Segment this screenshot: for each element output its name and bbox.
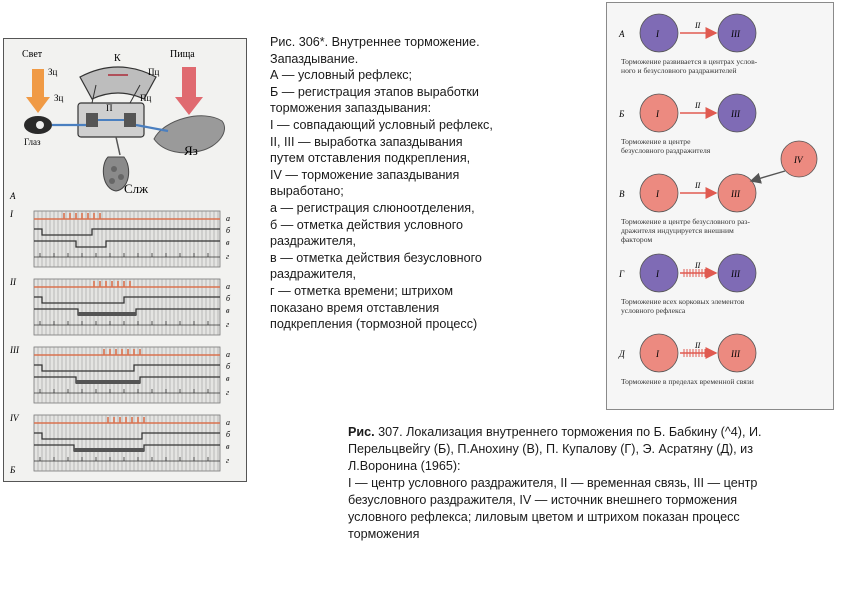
connection-label: II xyxy=(695,181,701,190)
center-i-node xyxy=(640,254,678,292)
caption-306-line: подкрепления (тормозной процесс) xyxy=(270,317,478,332)
trace-letter: в xyxy=(226,442,230,451)
caption-306-line: в — отметка действия безусловного xyxy=(270,250,482,265)
label-light: Свет xyxy=(22,49,43,60)
figure-306 xyxy=(3,38,247,482)
label-panel-a: А xyxy=(10,191,16,201)
trace-letter: б xyxy=(226,294,231,303)
panel-letter: Д xyxy=(619,349,625,359)
food-arrow xyxy=(175,67,203,115)
inhibition-hatch xyxy=(76,380,140,384)
trace-letter: в xyxy=(226,374,230,383)
panel-letter: Б xyxy=(619,109,625,119)
recording-row-label: II xyxy=(10,277,16,287)
caption-306-line: раздражителя, xyxy=(270,234,357,249)
node-label: I xyxy=(656,29,659,39)
label-food: Пища xyxy=(170,49,195,60)
caption-306-line: выработано; xyxy=(270,184,344,199)
caption-306-line: II, III — выработка запаздывания xyxy=(270,134,463,149)
figure-306-drawing xyxy=(4,39,247,482)
panels-307 xyxy=(618,14,817,386)
node-label: I xyxy=(656,269,659,279)
recording-row xyxy=(9,345,231,403)
caption-306-line: Б — регистрация этапов выработки xyxy=(270,84,479,99)
center-i-node xyxy=(640,94,678,132)
recording-row-label: IV xyxy=(10,413,19,423)
caption-306-line: б — отметка действия условного xyxy=(270,217,464,232)
light-arrow xyxy=(26,69,50,113)
caption-307-line: безусловного раздражителя, IV — источник внешнего торможения xyxy=(348,493,738,507)
label-panel-b: Б xyxy=(10,465,16,475)
node-label: I xyxy=(656,109,659,119)
caption-306 xyxy=(270,34,532,333)
caption-307-label: Рис. xyxy=(348,425,375,439)
panel-letter: Г xyxy=(619,269,625,279)
figure-307-drawing xyxy=(607,3,834,410)
node-label: III xyxy=(731,189,740,199)
panel-caption-line: Торможение в пределах временной связи xyxy=(621,377,754,386)
node-label: I xyxy=(656,189,659,199)
label-k: К xyxy=(114,53,121,64)
caption-307-line: условного рефлекса; лиловым цветом и штрихом показан процесс xyxy=(348,510,740,524)
recording-row xyxy=(9,413,231,471)
trace-letter: г xyxy=(226,320,230,329)
panel-caption-line: Торможение развивается в центрах услов- xyxy=(621,57,758,66)
node-label: III xyxy=(731,29,740,39)
caption-307-line: Перельцвейгу (Б), П.Анохину (В), П. Купалову (Г), Э. Асратяну (Д), из xyxy=(348,442,753,456)
caption-307-line: торможения xyxy=(348,527,420,541)
recordings-group xyxy=(9,209,231,471)
caption-306-line: раздражителя, xyxy=(270,267,357,282)
external-arrow xyxy=(751,171,785,181)
inhibition-hatch xyxy=(78,312,136,316)
panel-caption-line: дражителя индуцируется внешним xyxy=(621,226,734,235)
caption-306-line: г — отметка времени; штрихом xyxy=(270,283,454,298)
trace-letter: г xyxy=(226,456,230,465)
recording-row xyxy=(9,277,231,335)
trace-letter: а xyxy=(226,282,230,291)
trace-letter: г xyxy=(226,252,230,261)
node-label: III xyxy=(731,109,740,119)
connection-label: II xyxy=(695,101,701,110)
panel-caption-line: фактором xyxy=(621,235,653,244)
panel-letter: В xyxy=(619,189,625,199)
trace-letter: в xyxy=(226,306,230,315)
figure-307 xyxy=(606,2,834,410)
label-p: П xyxy=(106,103,113,113)
trace-letter: в xyxy=(226,238,230,247)
panel-caption-line: безусловного раздражителя xyxy=(621,146,711,155)
recording-row-label: III xyxy=(10,345,19,355)
label-zc-2: Зц xyxy=(54,93,64,103)
caption-306-line: Запаздывание. xyxy=(270,51,359,66)
caption-307-line: I — центр условного раздражителя, II — временная связь, III — центр xyxy=(348,476,758,490)
trace-letter: а xyxy=(226,418,230,427)
recording-row xyxy=(9,209,231,267)
panel-307 xyxy=(618,334,756,386)
center-i-node xyxy=(640,174,678,212)
connection-label: II xyxy=(695,21,701,30)
caption-306-line: показано время отставления xyxy=(270,300,440,315)
connection-label: II xyxy=(695,341,701,350)
label-slzh: Слж xyxy=(124,181,149,196)
panel-307 xyxy=(619,141,817,244)
panel-307 xyxy=(618,94,756,155)
node-label: I xyxy=(656,349,659,359)
panel-caption-line: Торможение в центре xyxy=(621,137,691,146)
trace-letter: г xyxy=(226,388,230,397)
label-pc-1: Пц xyxy=(148,67,160,77)
trace-letter: б xyxy=(226,362,231,371)
node-label: III xyxy=(731,349,740,359)
panel-caption-line: условного рефлекса xyxy=(621,306,686,315)
panel-caption-line: ного и безусловного раздражителей xyxy=(621,66,737,75)
label-zc-1: Зц xyxy=(48,67,58,77)
trace-letter: б xyxy=(226,226,231,235)
center-i-node xyxy=(640,14,678,52)
trace-letter: б xyxy=(226,430,231,439)
node-label: III xyxy=(731,269,740,279)
panel-caption-line: Торможение в центре безусловного раз- xyxy=(621,217,750,226)
label-eye: Глаз xyxy=(24,137,41,147)
center-i-node xyxy=(640,334,678,372)
caption-306-line: А — условный рефлекс; xyxy=(270,68,413,83)
caption-307-line: Л.Воронина (1965): xyxy=(348,459,461,473)
caption-306-line: путем отставления подкрепления, xyxy=(270,151,471,166)
inhibition-hatch xyxy=(74,448,144,452)
caption-306-line: Рис. 306*. Внутреннее торможение. xyxy=(270,35,480,49)
caption-306-line: IV — торможение запаздывания xyxy=(270,167,460,182)
connection-label: II xyxy=(695,261,701,270)
caption-307 xyxy=(348,424,828,543)
caption-306-line: а — регистрация слюноотделения, xyxy=(270,200,475,215)
recording-row-label: I xyxy=(10,209,13,219)
caption-306-line: торможения запаздывания: xyxy=(270,101,432,116)
caption-307-line: 307. Локализация внутреннего торможения по Б. Бабкину (^4), И. xyxy=(374,425,762,439)
label-yaz: Яз xyxy=(184,143,198,158)
node-label: IV xyxy=(794,155,803,165)
trace-letter: а xyxy=(226,350,230,359)
trace-letter: а xyxy=(226,214,230,223)
caption-306-line: I — совпадающий условный рефлекс, xyxy=(270,117,493,132)
panel-307 xyxy=(618,14,758,75)
panel-letter: А xyxy=(619,29,625,39)
panel-307 xyxy=(618,254,756,315)
panel-caption-line: Торможение всех корковых элементов xyxy=(621,297,745,306)
label-pc-2: Пц xyxy=(140,93,152,103)
